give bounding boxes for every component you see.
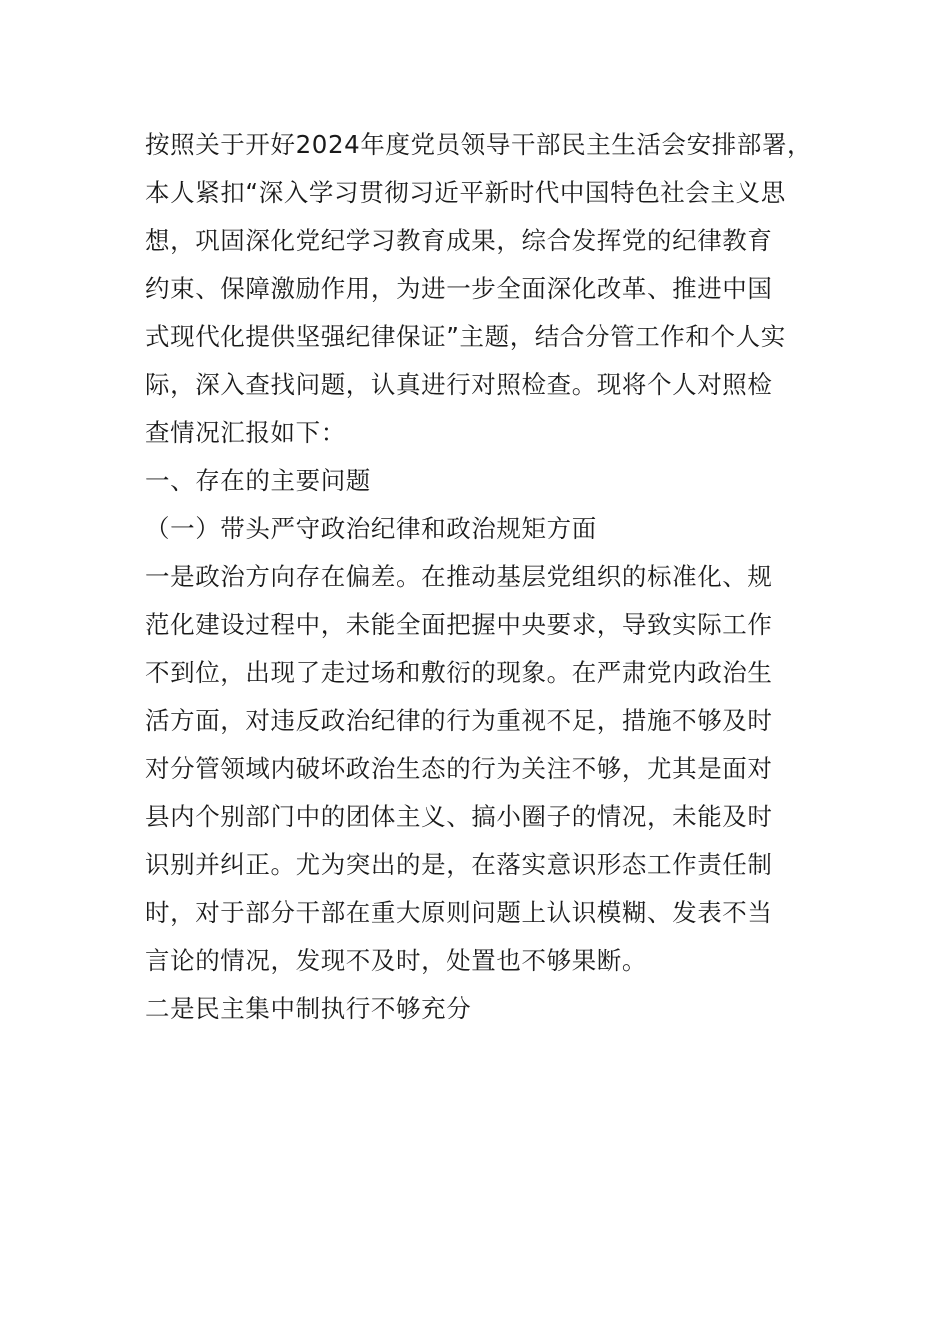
subsection-heading: （一）带头严守政治纪律和政治规矩方面: [145, 514, 597, 543]
paragraph-line: 式现代化提供坚强纪律保证”主题，结合分管工作和个人实: [145, 322, 786, 351]
paragraph-line: 时，对于部分干部在重大原则问题上认识模糊、发表不当: [145, 898, 773, 927]
paragraph-line: 二是民主集中制执行不够充分: [145, 994, 472, 1023]
paragraph-line: 际，深入查找问题，认真进行对照检查。现将个人对照检: [145, 370, 773, 399]
paragraph-line: 识别并纠正。尤为突出的是，在落实意识形态工作责任制: [145, 850, 773, 879]
section-heading: 一、存在的主要问题: [145, 466, 371, 495]
paragraph-line: 约束、保障激励作用，为进一步全面深化改革、推进中国: [145, 274, 773, 303]
paragraph-line: 对分管领域内破坏政治生态的行为关注不够，尤其是面对: [145, 754, 773, 783]
paragraph-line: 不到位，出现了走过场和敷衍的现象。在严肃党内政治生: [145, 658, 773, 687]
paragraph-line: 想，巩固深化党纪学习教育成果，综合发挥党的纪律教育: [145, 226, 773, 255]
paragraph-line: 活方面，对违反政治纪律的行为重视不足，措施不够及时: [145, 706, 773, 735]
paragraph-line: 一是政治方向存在偏差。在推动基层党组织的标准化、规: [145, 562, 773, 591]
paragraph-line: 范化建设过程中，未能全面把握中央要求，导致实际工作: [145, 610, 773, 639]
paragraph-line: 本人紧扣“深入学习贯彻习近平新时代中国特色社会主义思: [145, 178, 786, 207]
paragraph-line: 按照关于开好2024年度党员领导干部民主生活会安排部署，: [145, 130, 813, 159]
paragraph-line: 查情况汇报如下：: [145, 418, 346, 447]
paragraph-line: 言论的情况，发现不及时，处置也不够果断。: [145, 946, 647, 975]
paragraph-line: 县内个别部门中的团体主义、搞小圈子的情况，未能及时: [145, 802, 773, 831]
